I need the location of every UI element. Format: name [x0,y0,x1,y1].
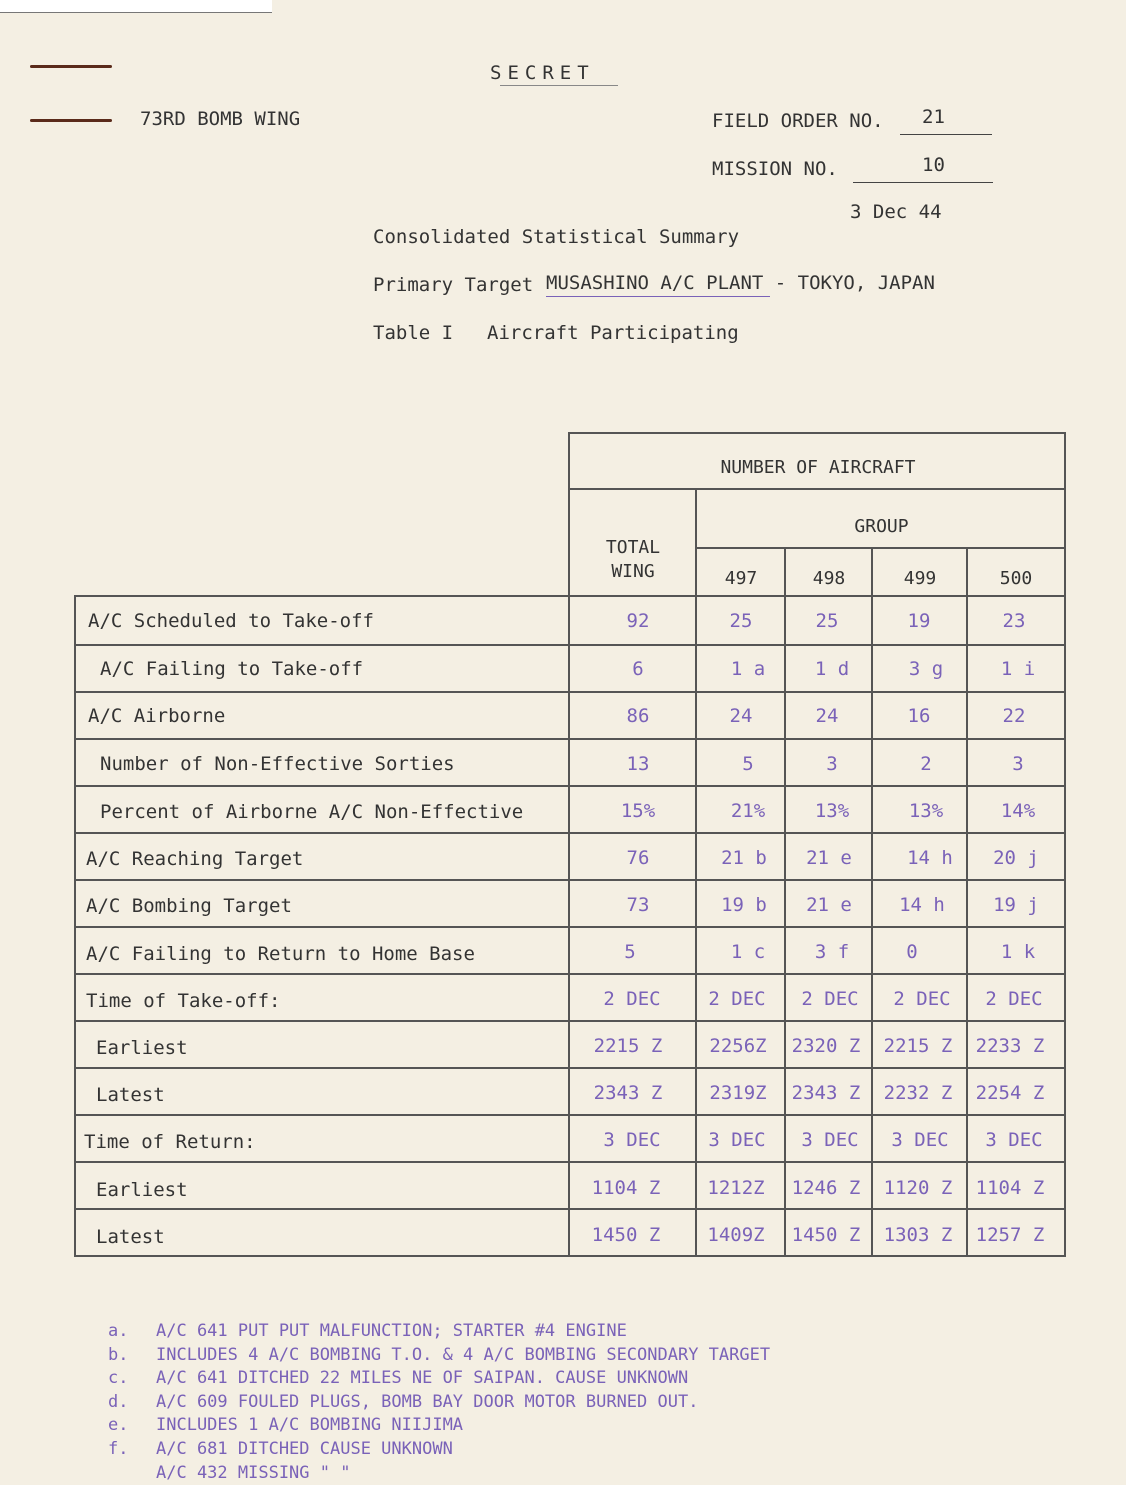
cell-498: 2320 Z [791,1035,861,1057]
grid-line [76,691,1066,693]
mission-value: 10 [922,154,945,176]
cell-500: 3 [1012,753,1024,775]
cell-497: 21 b [721,847,767,869]
field-order-label: FIELD ORDER NO. [712,110,884,132]
grid-line [1064,432,1066,1256]
row-label-percent-non-effective: Percent of Airborne A/C Non-Effective [100,801,524,823]
cell-499: 3 g [908,658,944,680]
row-label-takeoff-earliest: Earliest [96,1037,188,1059]
classification-heading: SECRET [490,62,595,84]
footnote-b: b. INCLUDES 4 A/C BOMBING T.O. & 4 A/C BOMBING SECONDARY TARGET [108,1344,771,1365]
footnote-c: c. A/C 641 DITCHED 22 MILES NE OF SAIPAN. CAUSE UNKNOWN [108,1368,689,1389]
grid-line [76,879,1066,881]
row-label-return-latest: Latest [96,1226,165,1248]
footnotes [108,1320,770,1485]
summary-title: Consolidated Statistical Summary [373,226,740,248]
cell-499: 14 h [899,894,945,916]
header-group-500: 500 [999,568,1033,589]
cell-499: 3 DEC [891,1129,949,1151]
cell-497: 1409Z [707,1224,765,1246]
cell-500: 1257 Z [975,1224,1045,1246]
cell-498: 21 e [806,894,852,916]
grid-line [76,1114,1066,1116]
cell-499: 19 [907,610,931,632]
footnote-d: d. A/C 609 FOULED PLUGS, BOMB BAY DOOR MOTOR BURNED OUT. [108,1391,699,1412]
cell-499: 14 h [907,847,953,869]
cell-500: 14% [1000,800,1036,822]
row-label-reaching-target: A/C Reaching Target [86,848,304,870]
cell-497: 2256Z [709,1035,767,1057]
header-total-line1: TOTAL [605,537,661,558]
grid-line [76,1208,1066,1210]
row-label-takeoff-latest: Latest [96,1084,165,1106]
grid-line [76,926,1066,928]
cell-total: 73 [626,894,650,916]
grid-line [697,547,1066,549]
cell-total: 1450 Z [591,1224,661,1246]
unit-name: 73RD BOMB WING [140,108,301,130]
table-number: Table I [373,322,454,344]
footnote-g: A/C 432 MISSING " " [156,1462,351,1483]
cell-497: 1 a [730,658,766,680]
header-total-line2: WING [611,561,655,582]
cell-498: 2 DEC [801,988,859,1010]
header-group: GROUP [854,516,909,537]
cell-total: 2215 Z [593,1035,663,1057]
cell-497: 24 [729,705,753,727]
cell-500: 2254 Z [975,1082,1045,1104]
footnote-a: a. A/C 641 PUT PUT MALFUNCTION; STARTER #4 ENGINE [108,1321,627,1341]
row-label-failing-takeoff: A/C Failing to Take-off [100,658,364,680]
mission-date: 3 Dec 44 [850,201,942,223]
table-title: Aircraft Participating [487,322,739,344]
grid-line [76,832,1066,834]
row-label-time-takeoff: Time of Take-off: [86,990,281,1012]
primary-target-value: MUSASHINO A/C PLANT - TOKYO, JAPAN [546,272,935,294]
cell-total: 1104 Z [591,1177,661,1199]
grid-line [76,785,1066,787]
cell-500: 1 k [1000,941,1036,963]
grid-line [570,488,1066,490]
cell-497: 2 DEC [708,988,766,1010]
grid-line [570,432,1066,434]
cell-500: 1104 Z [975,1177,1045,1199]
cell-total: 6 [632,658,644,680]
row-label-return-earliest: Earliest [96,1179,188,1201]
row-label-bombing-target: A/C Bombing Target [86,895,292,917]
cell-498: 3 DEC [801,1129,859,1151]
grid-line [74,595,1066,597]
header-group-498: 498 [812,568,846,589]
cell-total: 13 [626,753,650,775]
cell-499: 2 DEC [893,988,951,1010]
grid-line [76,644,1066,646]
grid-line [76,738,1066,740]
cell-497: 21% [730,800,766,822]
cell-498: 21 e [806,847,852,869]
cell-498: 25 [815,610,839,632]
cell-500: 2 DEC [985,988,1043,1010]
cell-498: 13% [814,800,850,822]
cell-499: 16 [907,705,931,727]
cell-500: 19 j [993,894,1039,916]
cell-497: 19 b [721,894,767,916]
cell-total: 86 [626,705,650,727]
cell-total: 92 [626,610,650,632]
cell-total: 2343 Z [593,1082,663,1104]
field-order-value: 21 [922,106,945,128]
cell-498: 24 [815,705,839,727]
header-number-of-aircraft: NUMBER OF AIRCRAFT [720,457,916,478]
header-group-497: 497 [724,568,758,589]
cell-total: 3 DEC [603,1129,661,1151]
grid-line [76,973,1066,975]
cell-500: 23 [1002,610,1026,632]
cell-500: 1 i [1000,658,1036,680]
cell-500: 20 j [993,847,1039,869]
row-label-scheduled: A/C Scheduled to Take-off [88,610,374,632]
row-label-time-return: Time of Return: [84,1131,256,1153]
cell-497: 1 c [730,941,766,963]
cell-total: 5 [624,941,636,963]
cell-497: 25 [729,610,753,632]
mission-label: MISSION NO. [712,158,838,180]
cell-498: 3 [826,753,838,775]
grid-line [76,1161,1066,1163]
row-label-failing-return: A/C Failing to Return to Home Base [86,943,475,965]
cell-498: 1450 Z [791,1224,861,1246]
cell-499: 1303 Z [883,1224,953,1246]
cell-total: 76 [626,847,650,869]
footnote-f: f. A/C 681 DITCHED CAUSE UNKNOWN [108,1438,453,1459]
cell-total: 15% [620,800,656,822]
row-label-airborne: A/C Airborne [88,705,226,727]
cell-500: 2233 Z [975,1035,1045,1057]
cell-499: 1120 Z [883,1177,953,1199]
cell-498: 1 d [814,658,850,680]
cell-500: 22 [1002,705,1026,727]
cell-497: 1212Z [707,1177,765,1199]
primary-target-label: Primary Target [373,274,534,296]
cell-497: 2319Z [709,1082,767,1104]
cell-497: 5 [742,753,754,775]
cell-499: 0 [906,941,918,963]
grid-line [76,1020,1066,1022]
row-label-non-effective-sorties: Number of Non-Effective Sorties [100,753,455,775]
cell-498: 3 f [814,941,850,963]
cell-497: 3 DEC [708,1129,766,1151]
cell-499: 2215 Z [883,1035,953,1057]
cell-total: 2 DEC [603,988,661,1010]
cell-499: 13% [908,800,944,822]
header-group-499: 499 [903,568,937,589]
cell-499: 2232 Z [883,1082,953,1104]
grid-line [74,1255,1066,1257]
cell-498: 1246 Z [791,1177,861,1199]
cell-500: 3 DEC [985,1129,1043,1151]
footnote-e: e. INCLUDES 1 A/C BOMBING NIIJIMA [108,1415,464,1436]
cell-498: 2343 Z [791,1082,861,1104]
grid-line [76,1067,1066,1069]
cell-499: 2 [920,753,932,775]
